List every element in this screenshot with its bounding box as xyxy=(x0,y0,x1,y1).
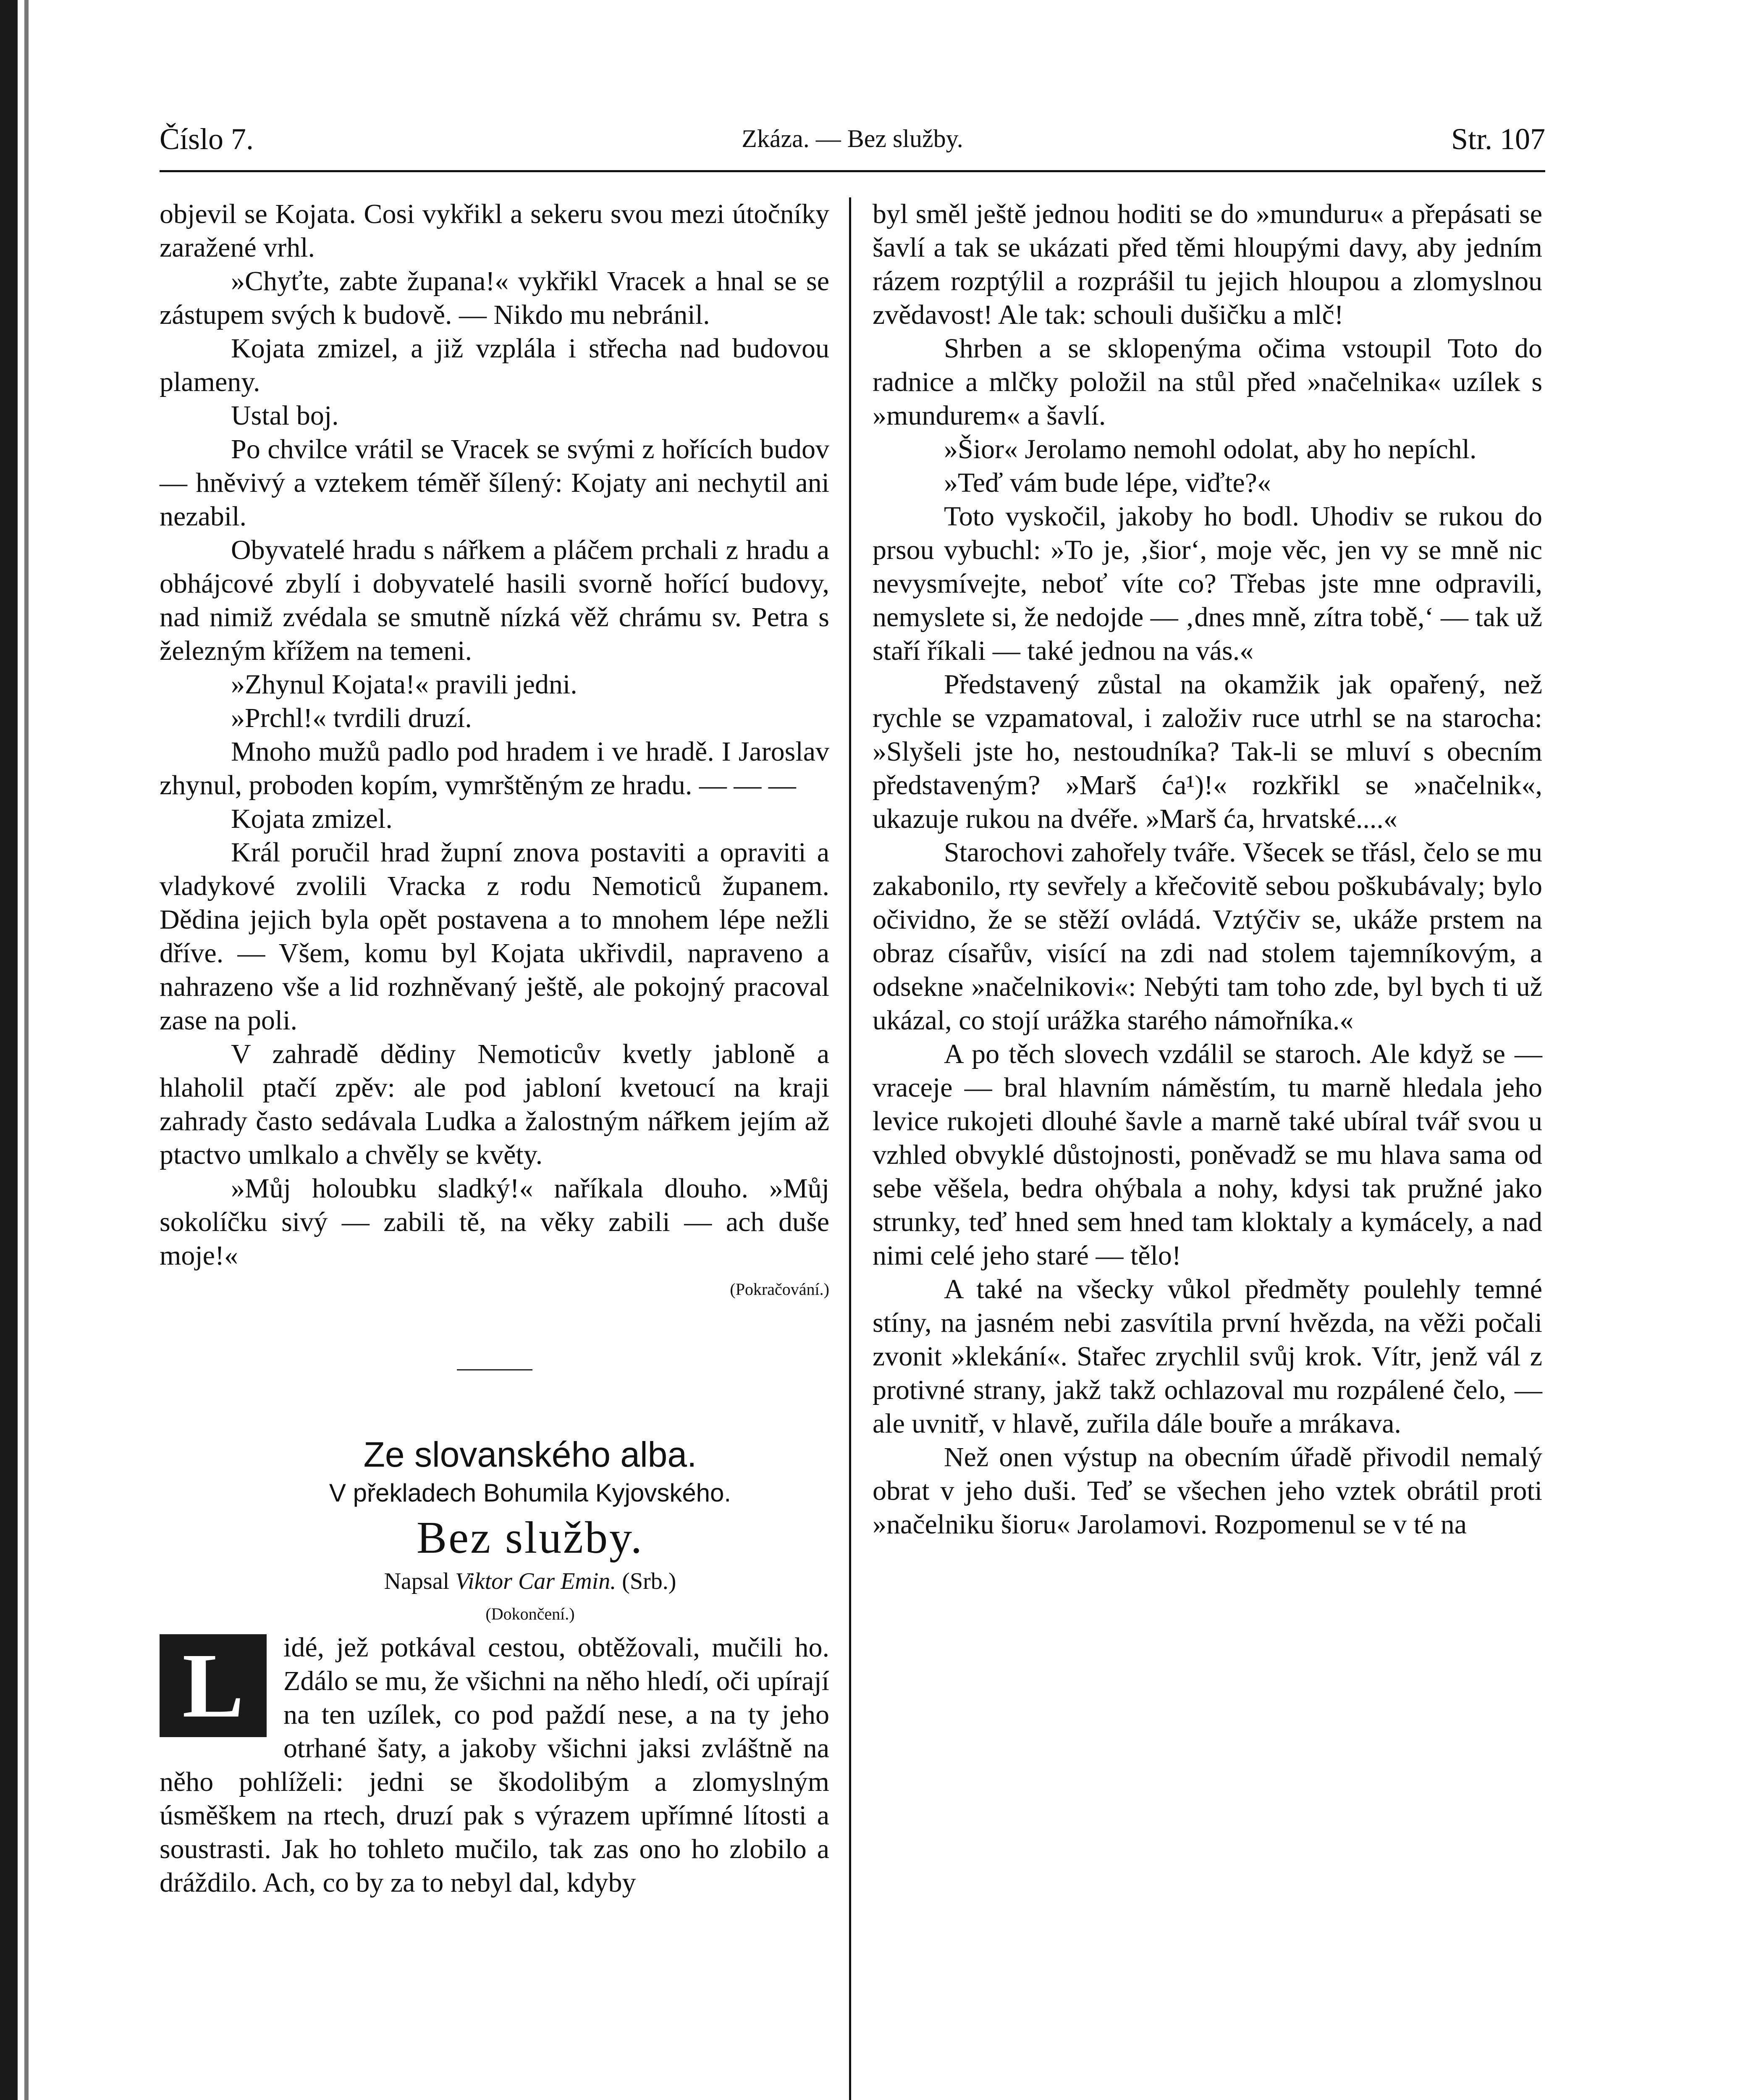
byline-author: Viktor Car Emin. xyxy=(455,1568,616,1594)
paragraph: Starochovi zahořely tváře. Všecek se třásl, čelo se mu zakabonilo, rty sevřely a křečovitě sebou poškubávaly; bylo očividno, že se stěží ovládá. Vztýčiv se, ukáže prstem na obraz císařův, visící na zdi nad stolem tajemníkovým, a odsekne »načelnikovi«: Nebýti tam toho zde, byl bych ti už ukázal, co stojí urážka starého námořníka.« xyxy=(873,837,1542,1036)
section-title: Ze slovanského alba. xyxy=(363,1435,697,1474)
dropcap-letter: L xyxy=(160,1634,267,1737)
paragraph: Král poručil hrad župní znova postaviti a opraviti a vladykové zvolili Vracka z rodu Nemoticů županem. Dědina jejich byla opět postavena a to mnohem lépe nežli dříve. — Všem, komu byl Kojata ukřivdil, napraveno a nahrazeno vše a lid rozhněvaný ještě, ale pokojný pracoval zase na poli. xyxy=(160,837,829,1036)
running-title: Zkáza. — Bez služby. xyxy=(742,125,963,152)
section-divider xyxy=(457,1369,532,1370)
story-opening-paragraph xyxy=(160,1631,829,1900)
conclusion-note: (Dokončení.) xyxy=(485,1604,575,1623)
paragraph: Mnoho mužů padlo pod hradem i ve hradě. I Jaroslav zhynul, proboden kopím, vymrštěným ze hradu. — — — xyxy=(160,736,829,801)
paragraph: »Prchl!« tvrdili druzí. xyxy=(231,703,472,733)
byline xyxy=(160,1565,829,1597)
header-rule xyxy=(160,170,1545,172)
paragraph: »Zhynul Kojata!« pravili jedni. xyxy=(231,669,577,700)
scan-edge-line xyxy=(24,0,29,2100)
continuation-note: (Pokračování.) xyxy=(730,1280,829,1299)
paragraph: Toto vyskočil, jakoby ho bodl. Uhodiv se rukou do prsou vybuchl: »To je, ‚šior‘, moje věc, jen vy se mně nic nevysmívejte, neboť víte co? Třebas jste mne odpravili, nemyslete si, že nedojde — ‚dnes mně, zítra tobě,‘ — tak už staří říkali — také jednou na vás.« xyxy=(873,501,1542,666)
byline-suffix: (Srb.) xyxy=(616,1568,676,1594)
paragraph: Shrben a se sklopenýma očima vstoupil Toto do radnice a mlčky položil na stůl před »načelnika« uzílek s »mundurem« a šavlí. xyxy=(873,333,1542,431)
paragraph: Obyvatelé hradu s nářkem a pláčem prchali z hradu a obhájcové zbylí i dobyvatelé hasili svorně hořící budovy, nad nimiž zvédala se smutně nízká věž chrámu sv. Petra s železným křížem na temeni. xyxy=(160,535,829,666)
paragraph: Ustal boj. xyxy=(231,400,339,431)
scan-edge xyxy=(0,0,18,2100)
section-subtitle: V překladech Bohumila Kyjovského. xyxy=(329,1479,731,1507)
paragraph: Kojata zmizel, a již vzplála i střecha nad budovou plameny. xyxy=(160,333,829,397)
paragraph: Představený zůstal na okamžik jak opařený, než rychle se vzpamatoval, i založiv ruce utrhl se na starocha: »Slyšeli jste ho, nestoudníka? Tak-li se mluví s obecním představeným? »Marš ća¹)!« rozkřikl se »načelnik«, ukazuje rukou na dvéře. »Marš ća, hrvatské....« xyxy=(873,669,1542,834)
paragraph: A také na všecky vůkol předměty poulehly temné stíny, na jasném nebi zasvítila první hvězda, na věži počali zvonit »klekání«. Stařec zrychlil svůj krok. Vítr, jenž vál z protivné strany, jakž takž ochlazoval mu rozpálené čelo, — ale uvnitř, v hlavě, zuřila dále bouře a mrákava. xyxy=(873,1274,1542,1439)
byline-prefix: Napsal xyxy=(384,1568,456,1594)
paragraph: objevil se Kojata. Cosi vykřikl a sekeru svou mezi útočníky zaražené vrhl. xyxy=(160,199,829,263)
story-title: Bez služby. xyxy=(417,1513,644,1563)
left-column xyxy=(160,197,829,1900)
paragraph: Kojata zmizel. xyxy=(231,803,393,834)
paragraph: »Teď vám bude lépe, viďte?« xyxy=(944,467,1271,498)
issue-number: Číslo 7. xyxy=(160,122,254,156)
paragraph: Po chvilce vrátil se Vracek se svými z hořících budov — hněvivý a vztekem téměř šílený: Kojaty ani nechytil ani nezabil. xyxy=(160,434,829,532)
paragraph: »Můj holoubku sladký!« naříkala dlouho. »Můj sokolíčku sivý — zabili tě, na věky zabili — ach duše moje!« xyxy=(160,1173,829,1271)
story-text: idé, jež potkával cestou, obtěžovali, mučili ho. Zdálo se mu, že všichni na něho hledí, oči upírají na ten uzílek, co pod paždí nese, a na ty jeho otrhané šaty, a jakoby všichni jaksi zvláštně na něho pohlíželi: jedni se škodolibým a zlomyslným úsměškem na rtech, druzí pak s výrazem upřímné lítosti a soustrasti. Jak ho tohleto mučilo, tak zas ono ho zlobilo a dráždilo. Ach, co by za to nebyl dal, kdyby xyxy=(160,1632,829,1898)
right-column xyxy=(873,197,1542,1541)
paragraph: V zahradě dědiny Nemoticův kvetly jabloně a hlaholil ptačí zpěv: ale pod jabloní kvetoucí na kraji zahrady často sedávala Ludka a žalostným nářkem jejím až ptactvo umlkalo a chvěly se květy. xyxy=(160,1039,829,1170)
paragraph: »Chyťte, zabte župana!« vykřikl Vracek a hnal se se zástupem svých k budově. — Nikdo mu nebránil. xyxy=(160,266,829,330)
column-divider xyxy=(849,197,851,2100)
paragraph: Než onen výstup na obecním úřadě přivodil nemalý obrat v jeho duši. Teď se všechen jeho vztek obrátil proti »načelniku šioru« Jarolamovi. Rozpomenul se v té na xyxy=(873,1442,1542,1540)
paragraph: »Šior« Jerolamo nemohl odolat, aby ho nepíchl. xyxy=(944,434,1477,465)
page-number: Str. 107 xyxy=(1451,122,1545,156)
paragraph: A po těch slovech vzdálil se staroch. Ale když se — vraceje — bral hlavním náměstím, tu marně hledala jeho levice rukojeti dlouhé šavle a marně také ubíral tvář svou u vzhled obvyklé důstojnosti, poněvadž se mu hlava sama od sebe věšela, bedra ohýbala a nohy, kdysi tak pružné jako strunky, teď hned sem hned tam kloktaly a kymácely, a nad nimi celé jeho staré — tělo! xyxy=(873,1039,1542,1271)
running-header xyxy=(160,122,1545,168)
paragraph: byl směl ještě jednou hoditi se do »munduru« a přepásati se šavlí a tak se ukázati před těmi hloupými davy, aby jedním rázem rozptýlil a rozprášil tu jejich hloupou a zlomyslnou zvědavost! Ale tak: schouli dušičku a mlč! xyxy=(873,199,1542,330)
